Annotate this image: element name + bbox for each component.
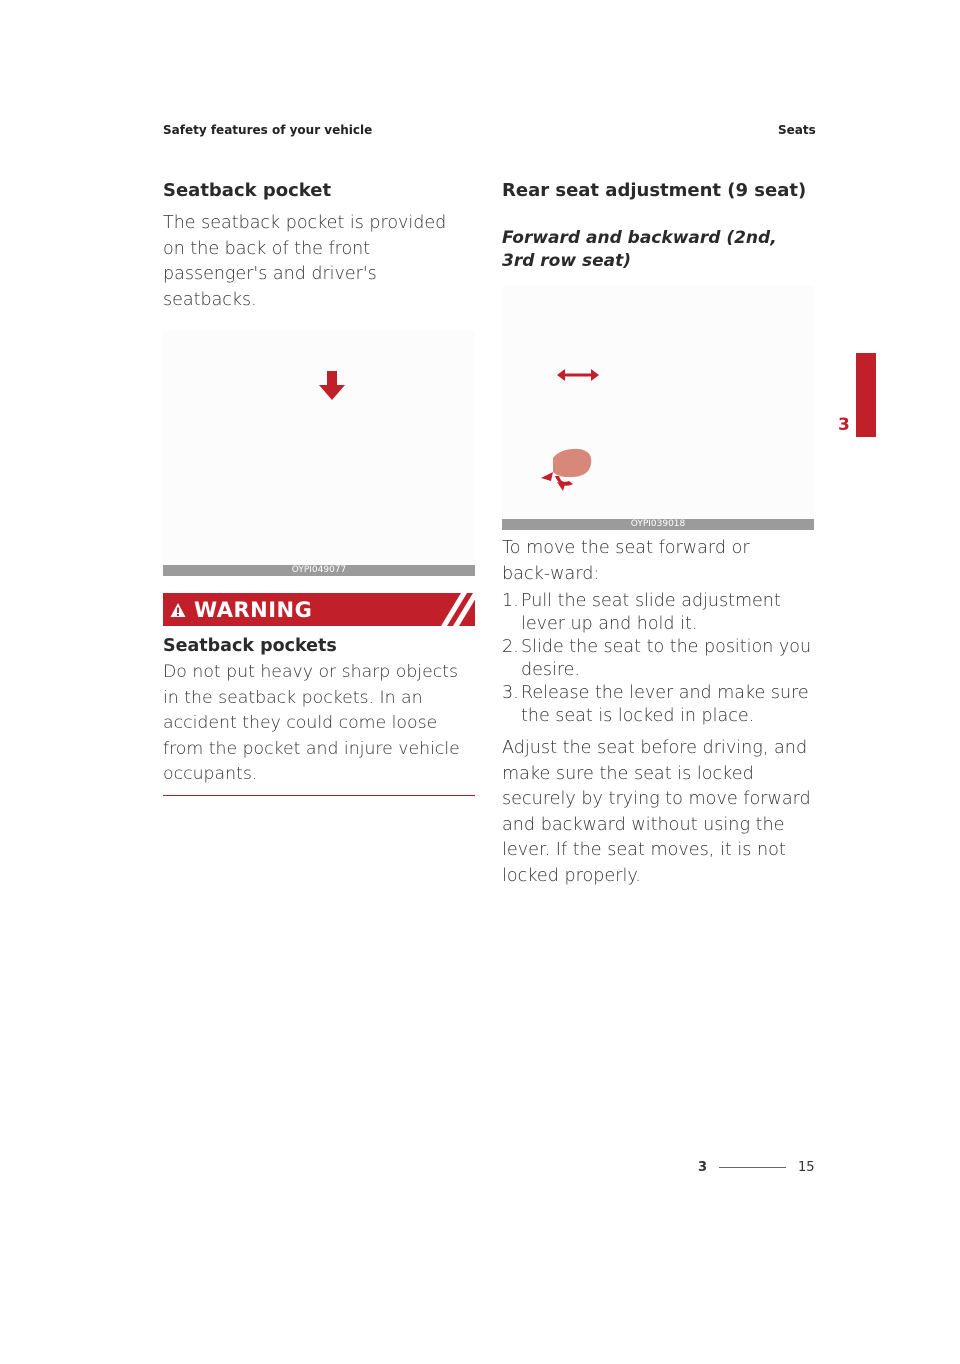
seatback-pocket-heading: Seatback pocket [163, 180, 332, 201]
warning-stripes-decoration [423, 593, 475, 626]
warning-label: WARNING [194, 597, 313, 622]
warning-subtitle: Seatback pockets [163, 636, 337, 656]
figure-caption-right: OYPI039018 [502, 519, 814, 530]
footer-page-number: 15 [798, 1160, 815, 1175]
step-text: Release the lever and make sure the seat is locked in place. [521, 683, 809, 726]
step-number: 1. [502, 591, 519, 611]
rear-seat-figure [502, 286, 814, 519]
chapter-side-number: 3 [838, 415, 850, 435]
running-header-topic: Seats [778, 123, 816, 137]
forward-backward-subheading: Forward and backward (2nd, 3rd row seat) [502, 228, 777, 271]
seat-lever-icon [539, 446, 599, 496]
closing-paragraph: Adjust the seat before driving, and make sure the seat is locked securely by trying to move forward and backward without using the lever. If the seat moves, it is not locked properly. [502, 738, 811, 886]
seatback-pocket-figure [163, 331, 475, 565]
footer-chapter-number: 3 [698, 1160, 708, 1175]
list-item [502, 636, 814, 682]
step-number: 2. [502, 637, 519, 657]
procedure-intro: To move the seat forward or back-ward: [502, 538, 750, 584]
running-header-section: Safety features of your vehicle [163, 123, 373, 137]
footer-rule [719, 1167, 786, 1168]
warning-text: Do not put heavy or sharp objects in the seatback pockets. In an accident they could come loose from the pocket and injure vehicle occupants. [163, 662, 460, 784]
double-arrow-icon [557, 369, 599, 381]
figure-caption-left: OYPI049077 [163, 565, 475, 576]
rear-seat-adjustment-heading: Rear seat adjustment (9 seat) [502, 180, 807, 201]
seatback-pocket-text: The seatback pocket is provided on the back of the front passenger's and driver's seatbacks. [163, 213, 447, 310]
chapter-side-tab [856, 353, 876, 437]
procedure-steps [502, 590, 814, 728]
list-item [502, 682, 814, 728]
step-text: Slide the seat to the position you desire. [521, 637, 812, 680]
step-number: 3. [502, 683, 519, 703]
down-arrow-icon [319, 371, 345, 401]
warning-triangle-icon [170, 602, 186, 618]
list-item [502, 590, 814, 636]
warning-end-rule [163, 795, 475, 796]
warning-banner [163, 593, 475, 626]
left-column [163, 180, 475, 796]
right-column [502, 180, 814, 889]
step-text: Pull the seat slide adjustment lever up and hold it. [521, 591, 781, 634]
